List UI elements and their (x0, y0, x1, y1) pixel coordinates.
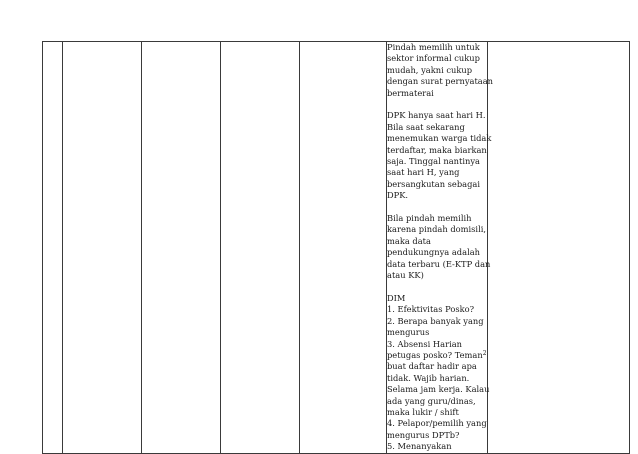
text-line: mengurus DPTb? (387, 429, 460, 440)
text-line: dengan surat pernyataan (387, 76, 494, 87)
text-line: buat daftar hadir apa (387, 361, 477, 372)
text-line: bersangkutan sebagai (387, 178, 481, 189)
text-line: terdaftar, maka biarkan (387, 144, 487, 155)
teman-superscript: 2 (482, 349, 487, 357)
text-line: DPK hanya saat hari H. (387, 110, 486, 121)
note-paragraph-3 (387, 213, 491, 281)
text-line: atau KK) (387, 270, 424, 281)
text-line-teman (387, 350, 487, 361)
table-cell-3 (142, 42, 221, 454)
text-line: bermaterai (387, 87, 434, 98)
text-line: maka lukir / shift (387, 406, 459, 417)
table-row (43, 42, 630, 454)
text-line: 1. Efektivitas Posko? (387, 304, 475, 315)
text-line: karena pindah domisili, (387, 224, 487, 235)
text-line: 5. Menanyakan (387, 441, 452, 452)
dim-section (387, 292, 490, 453)
text-line: DPK. (387, 190, 409, 201)
note-paragraph-2 (387, 110, 492, 201)
notes-cell (387, 42, 494, 454)
dim-title: DIM (387, 292, 406, 303)
table-cell-2 (63, 42, 142, 454)
text-line: data terbaru (E-KTP dan (387, 258, 491, 269)
text-line: mudah, yakni cukup (387, 64, 473, 75)
text-line: tidak. Wajib harian. (387, 372, 470, 383)
text-line: maka data (387, 235, 431, 246)
text-line: menemukan warga tidak (387, 133, 492, 144)
text-line: Bila pindah memilih (387, 213, 472, 224)
text-line: pendukungnya adalah (387, 247, 481, 258)
table-cell-4 (221, 42, 300, 454)
text-line: 4. Pelapor/pemilih yang (387, 418, 487, 429)
text-line: Bila saat sekarang (387, 121, 465, 132)
text-line: mengurus (387, 327, 430, 338)
text-line: ada yang guru/dinas, (387, 395, 476, 406)
text-line: Pindah memilih untuk (387, 42, 480, 52)
table-cell-7 (488, 42, 630, 454)
text-line: 2. Berapa banyak yang (387, 315, 484, 326)
text-line: 3. Absensi Harian (387, 338, 463, 349)
notes-text (387, 42, 494, 453)
table (42, 41, 630, 454)
table-cell-1 (43, 42, 63, 454)
text-line: Selama jam kerja. Kalau (387, 384, 490, 395)
teman-text: petugas posko? Teman (387, 349, 483, 360)
text-line: saat hari H, yang (387, 167, 460, 178)
text-line: saja. Tinggal nantinya (387, 156, 480, 167)
text-line: sektor informal cukup (387, 53, 480, 64)
note-paragraph-1 (387, 42, 494, 99)
table-cell-5 (300, 42, 387, 454)
